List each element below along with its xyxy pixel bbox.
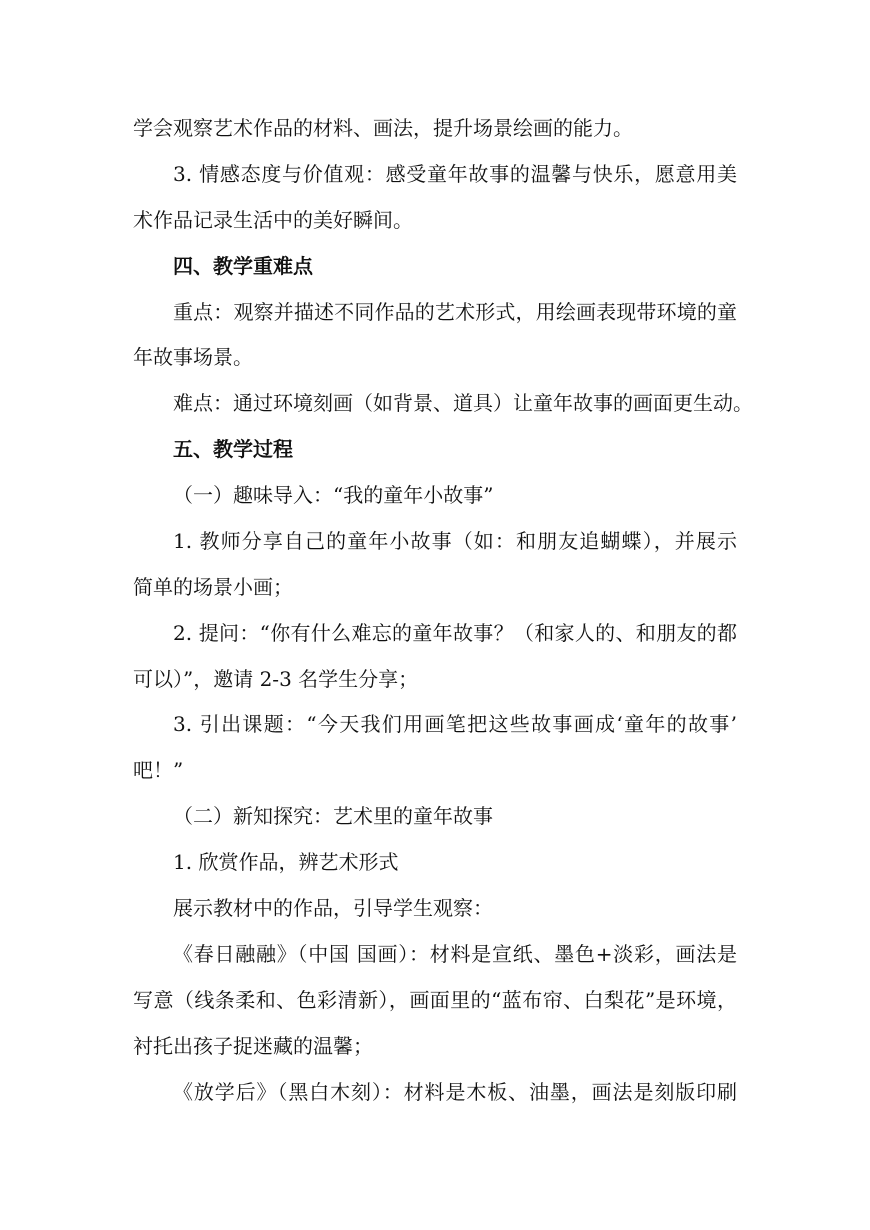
paragraph-line: 展示教材中的作品，引导学生观察：: [173, 896, 493, 920]
paragraph-line: 学会观察艺术作品的材料、画法，提升场景绘画的能力。: [133, 116, 633, 140]
paragraph-line: 术作品记录生活中的美好瞬间。: [133, 208, 413, 232]
section-heading: 四、教学重难点: [173, 254, 313, 278]
paragraph-line: 年故事场景。: [133, 345, 253, 369]
paragraph-line: 1. 教师分享自己的童年小故事（如：和朋友追蝴蝶），并展示: [173, 529, 737, 553]
paragraph-line: 写意（线条柔和、色彩清新），画面里的“蓝布帘、白梨花”是环境，: [133, 988, 737, 1012]
paragraph-line: 3. 情感态度与价值观：感受童年故事的温馨与快乐，愿意用美: [173, 162, 737, 186]
subsection-heading: （二）新知探究：艺术里的童年故事: [173, 804, 493, 828]
paragraph-line: 2. 提问：“你有什么难忘的童年故事？（和家人的、和朋友的都: [173, 621, 737, 645]
paragraph-line: 简单的场景小画；: [133, 575, 293, 599]
paragraph-line: 衬托出孩子捉迷藏的温馨；: [133, 1034, 373, 1058]
paragraph-line: 1. 欣赏作品，辨艺术形式: [173, 850, 399, 874]
paragraph-line: 重点：观察并描述不同作品的艺术形式，用绘画表现带环境的童: [173, 300, 737, 324]
paragraph-line: 吧！”: [133, 758, 184, 782]
paragraph-line: 《放学后》（黑白木刻）：材料是木板、油墨，画法是刻版印刷: [173, 1080, 737, 1104]
subsection-heading: （一）趣味导入：“我的童年小故事”: [173, 483, 494, 507]
paragraph-line: 3. 引出课题：“今天我们用画笔把这些故事画成‘童年的故事’: [173, 712, 737, 736]
paragraph-line: 难点：通过环境刻画（如背景、道具）让童年故事的画面更生动。: [173, 391, 753, 415]
paragraph-line: 可以）”，邀请 2-3 名学生分享；: [133, 667, 419, 691]
section-heading: 五、教学过程: [173, 437, 293, 461]
paragraph-line: 《春日融融》（中国 国画）：材料是宣纸、墨色+淡彩，画法是: [173, 942, 737, 966]
